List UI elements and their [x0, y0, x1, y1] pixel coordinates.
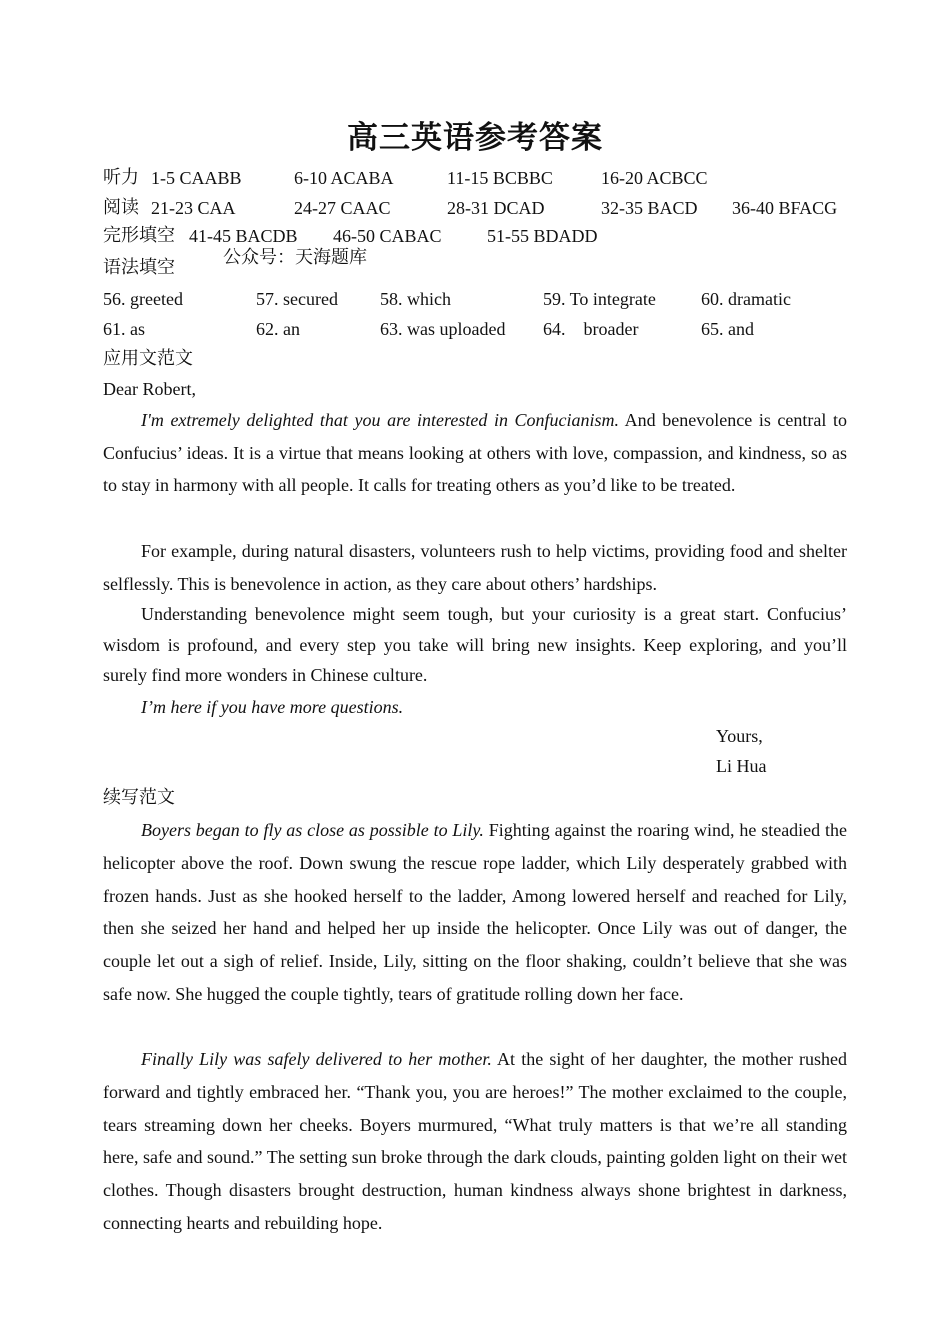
continuation-paragraph-1: [103, 814, 847, 1011]
listening-answer-1: 1-5 CAABB: [151, 168, 242, 188]
reading-answer-1: 21-23 CAA: [151, 198, 236, 218]
letter-signature: Li Hua: [716, 756, 767, 776]
cloze-answer-2: 46-50 CABAC: [333, 226, 442, 246]
continuation-paragraph-2: [103, 1043, 847, 1240]
letter-paragraph-1: [103, 404, 847, 502]
cloze-answer-1: 41-45 BACDB: [189, 226, 298, 246]
grammar-answer-60: 60. dramatic: [701, 289, 791, 309]
listening-answer-2: 6-10 ACABA: [294, 168, 394, 188]
cloze-label: 完形填空: [103, 225, 175, 246]
letter-label: 应用文范文: [103, 348, 193, 369]
listening-answer-4: 16-20 ACBCC: [601, 168, 708, 188]
grammar-answer-65: 65. and: [701, 319, 754, 339]
reading-answer-4: 32-35 BACD: [601, 198, 698, 218]
letter-paragraph-3: Understanding benevolence might seem tough, but your curiosity is a great start. Confucius’ wisdom is profound, and every step you take will bring new insights. Keep exploring, and you’ll surely find more wonders in Chinese culture.: [103, 604, 847, 685]
continuation-opening-sentence-1: Boyers began to fly as close as possible to Lily.: [141, 820, 484, 840]
letter-paragraph-1-text: And benevolence is central to Confucius’ ideas. It is a virtue that means looking at others with love, compassion, and kindness, so as to stay in harmony with all people. It calls for treating others as you’d like to be treated.: [103, 410, 847, 495]
letter-closing: Yours,: [716, 726, 763, 746]
continuation-opening-sentence-2: Finally Lily was safely delivered to her mother.: [141, 1049, 492, 1069]
reading-answer-5: 36-40 BFACG: [732, 198, 838, 218]
letter-closing-sentence: I’m here if you have more questions.: [141, 697, 404, 717]
continuation-label: 续写范文: [103, 787, 175, 808]
grammar-answer-58: 58. which: [380, 289, 451, 309]
reading-label: 阅读: [103, 197, 139, 218]
listening-label: 听力: [103, 167, 139, 188]
grammar-answer-64: 64. broader: [543, 319, 639, 339]
grammar-answer-61: 61. as: [103, 319, 145, 339]
letter-opening-sentence: I'm extremely delighted that you are interested in Confucianism.: [141, 410, 620, 430]
grammar-answer-59: 59. To integrate: [543, 289, 656, 309]
page-title: 高三英语参考答案: [347, 120, 603, 156]
letter-salutation: Dear Robert,: [103, 379, 196, 399]
continuation-paragraph-1-text: Fighting against the roaring wind, he steadied the helicopter above the roof. Down swung the rescue rope ladder, which Lily desperately grabbed with frozen hands. Just as she hooked herself to the ladder, Among lowered herself and reached for Lily, then she seized her hand and helped her up inside the helicopter. Once Lily was out of danger, the couple let out a sigh of relief. Inside, Lily, sitting on the floor shaking, couldn’t believe that she was safe now. She hugged the couple tightly, tears of gratitude rolling down her face.: [103, 820, 847, 1004]
reading-answer-3: 28-31 DCAD: [447, 198, 545, 218]
grammar-answer-63: 63. was uploaded: [380, 319, 506, 339]
reading-answer-2: 24-27 CAAC: [294, 198, 391, 218]
letter-paragraph-2: For example, during natural disasters, volunteers rush to help victims, providing food and shelter selflessly. This is benevolence in action, as they care about others’ hardships.: [103, 541, 847, 594]
grammar-label: 语法填空: [103, 257, 175, 278]
continuation-paragraph-2-text: At the sight of her daughter, the mother rushed forward and tightly embraced her. “Thank you, you are heroes!” The mother exclaimed to the couple, tears streaming down her cheeks. Boyers murmured, “What truly matters is that we’re all standing here, safe and sound.” The setting sun broke through the dark clouds, painting golden light on their wet clothes. Though disasters brought destruction, human kindness always shone brightest in darkness, connecting hearts and rebuilding hope.: [103, 1049, 848, 1233]
grammar-answer-56: 56. greeted: [103, 289, 183, 309]
grammar-answer-57: 57. secured: [256, 289, 338, 309]
listening-answer-3: 11-15 BCBBC: [447, 168, 553, 188]
cloze-answer-3: 51-55 BDADD: [487, 226, 598, 246]
grammar-answer-62: 62. an: [256, 319, 300, 339]
source-note: 公众号：天海题库: [223, 247, 367, 268]
